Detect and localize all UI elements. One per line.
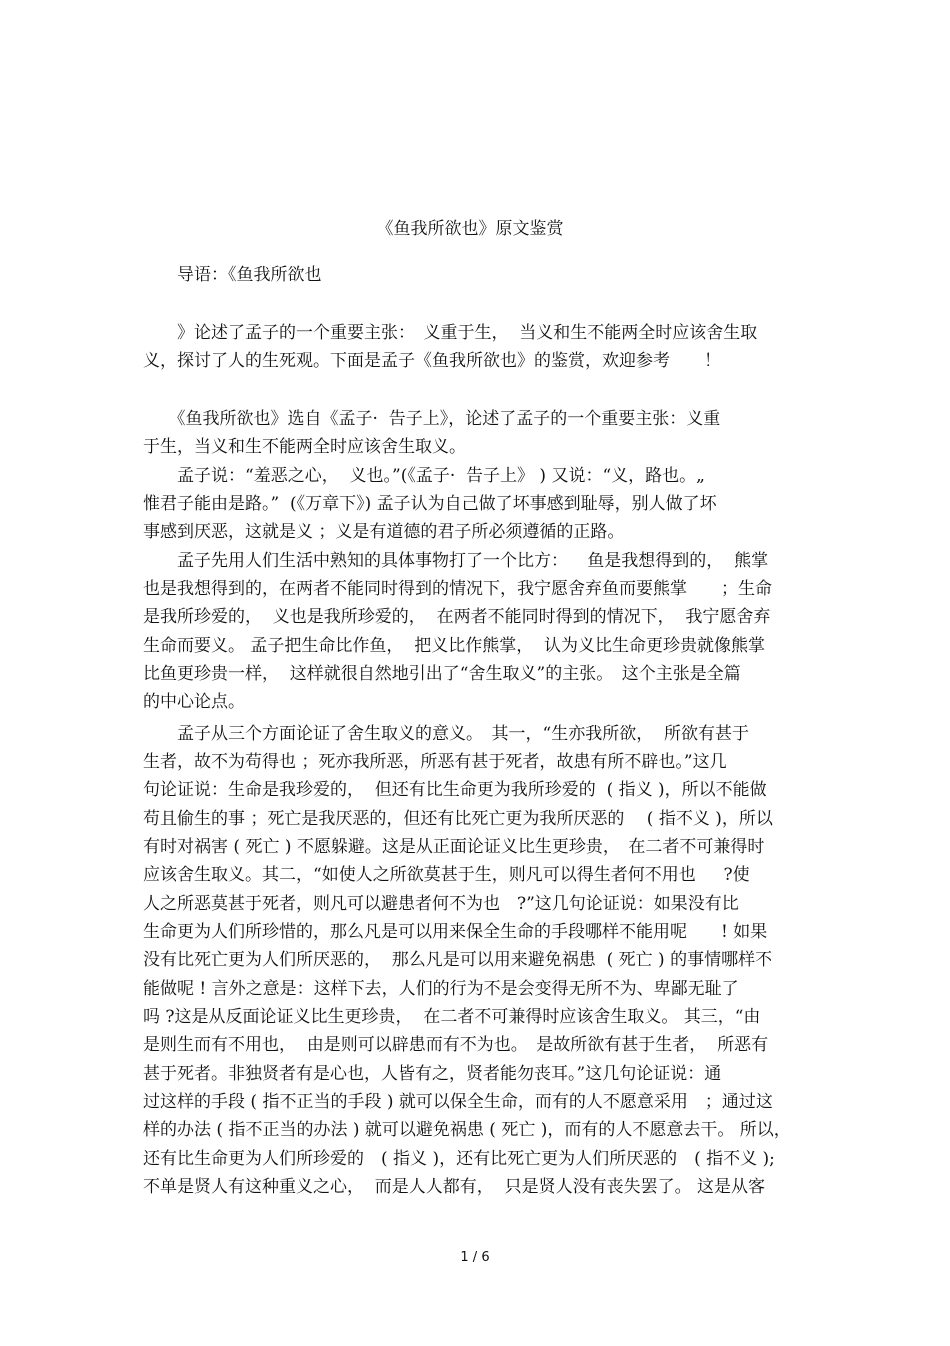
body-line: 《鱼我所欲也》选自《孟子· 告子上》，论述了孟子的一个重要主张：义重 — [143, 409, 721, 429]
body-line: 有时对祸害 ( 死亡 ) 不愿躲避。这是从正面论证义比生更珍贵， 在二者不可兼得时 — [143, 837, 765, 857]
body-line: 句论证说：生命是我珍爱的， 但还有比生命更为我所珍爱的 ( 指义 )，所以不能做 — [143, 780, 767, 800]
body-line: 也是我想得到的，在两者不能同时得到的情况下，我宁愿舍弃鱼而要熊掌 ；生命 — [143, 579, 772, 599]
body-line: 是则生而有不用也， 由是则可以辟患而有不为也。 是故所欲有甚于生者， 所恶有 — [143, 1035, 769, 1055]
body-line: 孟子先用人们生活中熟知的具体事物打了一个比方： 鱼是我想得到的， 熊掌 — [143, 551, 769, 571]
body-line: 没有比死亡更为人们所厌恶的， 那么凡是可以用来避免祸患 ( 死亡 ) 的事情哪样不 — [143, 950, 773, 970]
body-line: 惟君子能由是路。” (《万章下》) 孟子认为自己做了坏事感到耻辱，别人做了坏 — [143, 494, 717, 514]
body-line: 人之所恶莫甚于死者，则凡可以避患者何不为也 ?”这几句论证说：如果没有比 — [143, 894, 739, 914]
body-line: 导语：《鱼我所欲也 — [143, 265, 322, 285]
page-number: 1 / 6 — [460, 1250, 490, 1265]
body-line: 生命而要义。 孟子把生命比作鱼， 把义比作熊掌， 认为义比生命更珍贵就像熊掌 — [143, 636, 766, 656]
body-line: 吗 ?这是从反面论证义比生更珍贵， 在二者不可兼得时应该舍生取义。 其三，“由 — [143, 1007, 761, 1027]
body-line: 比鱼更珍贵一样， 这样就很自然地引出了“舍生取义”的主张。 这个主张是全篇 — [143, 664, 741, 684]
body-line: 苟且偷生的事 ；死亡是我厌恶的，但还有比死亡更为我所厌恶的 ( 指不义 )，所以 — [143, 809, 773, 829]
body-line: 生命更为人们所珍惜的，那么凡是可以用来保全生命的手段哪样不能用呢 ! 如果 — [143, 922, 768, 942]
body-line: 甚于死者。非独贤者有是心也，人皆有之，贤者能勿丧耳。”这几句论证说：通 — [143, 1064, 722, 1084]
body-line: 义，探讨了人的生死观。下面是孟子《鱼我所欲也》的鉴赏，欢迎参考 ！ — [143, 351, 721, 371]
body-line: 》论述了孟子的一个重要主张： 义重于生， 当义和生不能两全时应该舍生取 — [143, 323, 758, 343]
body-line: 于生，当义和生不能两全时应该舍生取义。 — [143, 437, 466, 457]
body-line: 不单是贤人有这种重义之心， 而是人人都有， 只是贤人没有丧失罢了。 这是从客 — [143, 1177, 766, 1197]
body-line: 事感到厌恶，这就是义 ；义是有道德的君子所必须遵循的正路。 — [143, 522, 625, 542]
body-line: 能做呢 ! 言外之意是：这样下去，人们的行为不是会变得无所不为、卑鄙无耻了 — [143, 979, 739, 999]
body-line: 孟子说：“羞恶之心， 义也。”(《孟子· 告子上》 ) 又说：“义，路也。„ — [143, 466, 705, 486]
body-line: 孟子从三个方面论证了舍生取义的意义。 其一，“生亦我所欲， 所欲有甚于 — [143, 724, 749, 744]
body-line: 生者，故不为苟得也 ；死亦我所恶，所恶有甚于死者，故患有所不辟也。”这几 — [143, 752, 727, 772]
body-line: 的中心论点。 — [143, 692, 245, 712]
body-line: 还有比生命更为人们所珍爱的 ( 指义 )，还有比死亡更为人们所厌恶的 ( 指不义 ); — [143, 1149, 775, 1169]
body-line: 过这样的手段 ( 指不正当的手段 ) 就可以保全生命，而有的人不愿意采用 ；通过这 — [143, 1092, 773, 1112]
body-line: 是我所珍爱的， 义也是我所珍爱的， 在两者不能同时得到的情况下， 我宁愿舍弃 — [143, 607, 771, 627]
body-line: 应该舍生取义。其二，“如使人之所欲莫甚于生，则凡可以得生者何不用也 ?使 — [143, 865, 750, 885]
document-title: 《鱼我所欲也》原文鉴赏 — [376, 219, 564, 239]
body-line: 样的办法 ( 指不正当的办法 ) 就可以避免祸患 ( 死亡 )，而有的人不愿意去干。 所以， — [143, 1120, 791, 1140]
